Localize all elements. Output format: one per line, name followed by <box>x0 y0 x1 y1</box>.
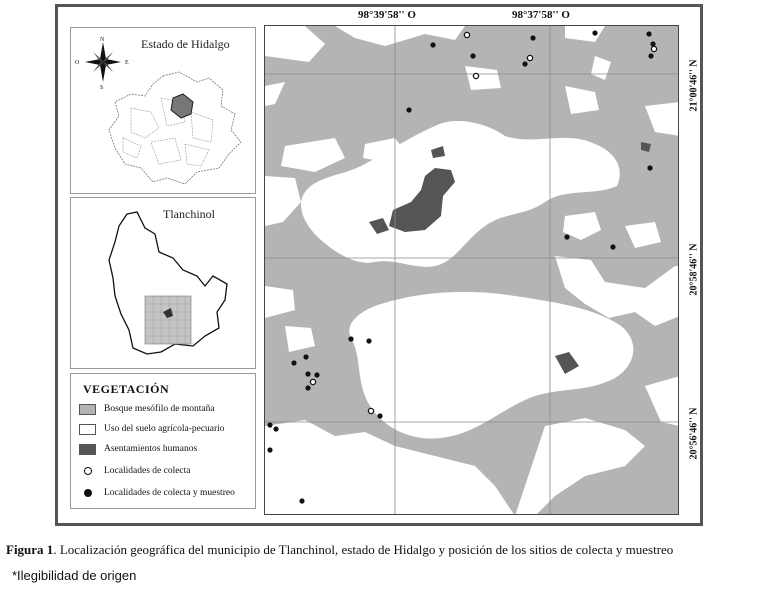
site-filled <box>366 338 371 343</box>
longitude-label: 98°39'58'' O <box>358 9 416 21</box>
site-filled <box>470 53 475 58</box>
site-filled <box>273 426 278 431</box>
open-circle-icon <box>84 467 92 475</box>
legend-item-label: Localidades de colecta y muestreo <box>104 488 235 498</box>
site-filled <box>406 107 411 112</box>
legend-item-collection-sampling <box>79 486 235 500</box>
legend-item-label: Bosque mesófilo de montaña <box>104 404 215 414</box>
site-filled <box>299 498 304 503</box>
longitude-label: 98°37'58'' O <box>512 9 570 21</box>
site-filled <box>348 336 353 341</box>
compass-n-label: N <box>100 37 105 43</box>
site-open <box>473 73 478 78</box>
site-open <box>464 32 469 37</box>
compass-e-label: E <box>125 60 129 66</box>
site-filled <box>377 413 382 418</box>
latitude-label: 21°00'46'' N <box>688 59 700 112</box>
legend-item-settlements <box>79 442 197 456</box>
site-open <box>310 379 315 384</box>
figure-caption-label: Figura 1 <box>6 542 54 557</box>
site-filled <box>530 35 535 40</box>
site-open <box>527 55 532 60</box>
figure-caption-text: . Localización geográfica del municipio de Tlanchinol, estado de Hidalgo y posición de los sitios de colecta y muestreo <box>53 542 674 557</box>
inset-hidalgo-title: Estado de Hidalgo <box>141 37 230 51</box>
legend-item-collection <box>79 464 191 478</box>
site-filled <box>291 360 296 365</box>
latitude-label: 20°58'46'' N <box>688 243 700 296</box>
site-filled <box>648 53 653 58</box>
site-filled <box>303 354 308 359</box>
legend-item-label: Localidades de colecta <box>104 466 191 476</box>
forest-swatch-icon <box>79 404 96 415</box>
site-filled <box>592 30 597 35</box>
legend-item-label: Asentamientos humanos <box>104 444 198 454</box>
latitude-label: 20°56'46'' N <box>688 407 700 460</box>
site-filled <box>267 422 272 427</box>
site-open <box>651 46 656 51</box>
settlement-swatch-icon <box>79 444 96 455</box>
site-filled <box>305 371 310 376</box>
legend-box <box>70 373 256 509</box>
vegetation-map <box>265 26 679 515</box>
site-filled <box>646 31 651 36</box>
compass-o-label: O <box>75 60 80 66</box>
site-filled <box>522 61 527 66</box>
site-open <box>368 408 373 413</box>
legend-item-agricultural <box>79 422 225 436</box>
inset-tlanchinol-title: Tlanchinol <box>163 207 215 221</box>
tlanchinol-municipality-map-icon <box>101 204 251 364</box>
legibility-note: *Ilegibilidad de origen <box>12 568 137 583</box>
hidalgo-state-map-icon <box>101 68 251 188</box>
inset-tlanchinol <box>70 197 256 369</box>
filled-circle-icon <box>84 489 92 497</box>
legend-title: VEGETACIÓN <box>83 382 170 396</box>
agricultural-swatch-icon <box>79 424 96 435</box>
site-filled <box>267 447 272 452</box>
legend-item-label: Uso del suelo agrícola-pecuario <box>104 424 225 434</box>
figure-caption <box>6 542 673 558</box>
main-map <box>264 25 679 515</box>
site-filled <box>564 234 569 239</box>
inset-hidalgo <box>70 27 256 194</box>
site-filled <box>305 385 310 390</box>
site-filled <box>610 244 615 249</box>
legend-item-forest <box>79 402 215 416</box>
site-filled <box>647 165 652 170</box>
site-filled <box>430 42 435 47</box>
compass-s-label: S <box>100 85 104 90</box>
site-filled <box>650 41 655 46</box>
site-filled <box>314 372 319 377</box>
